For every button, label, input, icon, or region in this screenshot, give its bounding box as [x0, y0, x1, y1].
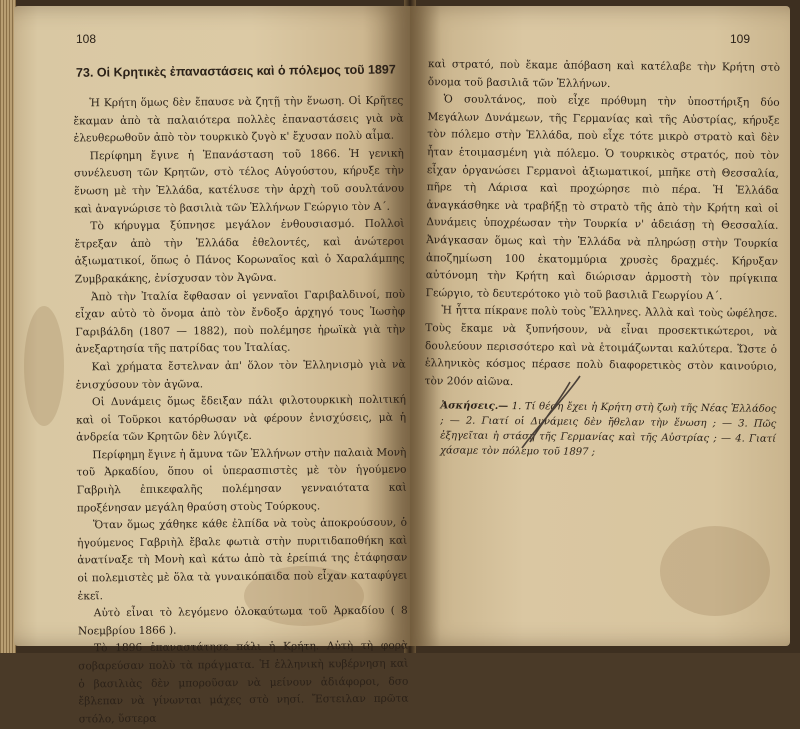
left-body-text [73, 93, 409, 729]
paragraph: Ἀπὸ τὴν Ἰταλία ἔφθασαν οἱ γενναῖοι Γαριβαλδινοί, ποὺ εἶχαν αὐτὸ τὸ ὄνομα ἀπὸ τὸν ἔνδοξο ἀρχηγό τους Ἰωσὴφ Γαριβάλδη (1807 — 1882), ποὺ πολέμησε ἡρωϊκὰ γιὰ τὴν ἀνεξαρτησία τῆς πατρίδας του Ἰταλίας. [75, 288, 406, 356]
paragraph: Περίφημη ἔγινε ἡ Ἐπανάσταση τοῦ 1866. Ἡ γενικὴ συνέλευση τῶν Κρητῶν, στὸ τέλος Αὐγούστου, κήρυξε τὴν ἕνωση μὲ τὴν Ἑλλάδα, κατέλυσε τὴν ἀρχὴ τοῦ σουλτάνου καὶ ἀναγνώρισε τὸ βασιλιὰ τῶν Ἑλλήνων Γεώργιο τὸν Α΄. [73, 147, 405, 216]
paragraph: Ὅταν ὅμως χάθηκε κάθε ἐλπίδα νὰ τοὺς ἀποκρούσουν, ὁ ἡγούμενος Γαβριὴλ ἔβαλε φωτιὰ στὴν πυριτιδαποθήκη καὶ ἀνατίναξε τὴ Μονὴ καὶ κάτω ἀπὸ τὰ ἐρείπιά της ἐτάφησαν οἱ πολεμιστὲς μὲ ὅλα τὰ γυναικόπαιδα ποὺ εἶχαν καταφύγει ἐκεῖ. [77, 516, 408, 603]
paragraph: Οἱ Δυνάμεις ὅμως ἔδειξαν πάλι φιλοτουρκικὴ πολιτική καὶ οἱ Τοῦρκοι κατόρθωσαν νὰ φέρουν ἐνισχύσεις, μὰ ἡ ἀνδρεία τῶν Κρητῶν δὲν λύγιζε. [76, 393, 407, 444]
paragraph: Αὐτὸ εἶναι τὸ λεγόμενο ὁλοκαύτωμα τοῦ Ἀρκαδίου ( 8 Νοεμβρίου 1866 ). [77, 604, 408, 638]
paragraph: Περίφημη ἔγινε ἡ ἄμυνα τῶν Ἑλλήνων στὴν παλαιὰ Μονὴ τοῦ Ἀρκαδίου, ὅπου οἱ ὑπερασπιστὲς μὲ τὸν ἡγούμενο Γαβριὴλ ἐπικεφαλῆς πολέμησαν γενναιότατα καὶ προξένησαν μεγάλη θραύση στοὺς Τούρκους. [76, 446, 407, 515]
exercises-text: 1. Τί θέση ἔχει ἡ Κρήτη στὴ ζωὴ τῆς Νέας Ἑλλάδος ; — 2. Γιατί οἱ Δυνάμεις δὲν ἤθελαν τὴν ἕνωση ; — 3. Πῶς ἐξηγεῖται ἡ στάση τῆς Γερμανίας καὶ τῆς Αὐστρίας ; — 4. Γιατί χάσαμε τὸν πόλεμο τοῦ 1897 ; [439, 401, 777, 459]
paper-stain [24, 306, 64, 426]
exercises-label: Ἀσκήσεις.— [440, 400, 509, 413]
paragraph: Τὸ κήρυγμα ξύπνησε μεγάλον ἐνθουσιασμό. Πολλοὶ ἔτρεξαν ἀπὸ τὴν Ἑλλάδα ἐθελοντές, καὶ ἀνώτεροι ἀξιωματικοί, ὅπως ὁ Πάνος Κορωναῖος καὶ ὁ Χαραλάμπης Ζυμβρακάκης, ἐνίσχυσαν τὸν Ἀγῶνα. [74, 217, 405, 286]
left-page [14, 6, 410, 726]
paragraph: Ἡ ἧττα πίκρανε πολὺ τοὺς Ἕλληνες. Ἀλλὰ καὶ τοὺς ὠφέλησε. Τοὺς ἔκαμε νὰ ξυπνήσουν, νὰ εἶναι προσεκτικώτεροι, νὰ δουλεύουν περισσότερο καὶ νὰ ἑτοιμάζωνται καλύτερα. Ὥστε ὁ ἑλληνικὸς κόσμος πέρασε πολὺ διαφορετικὸς στὸν καινούριο, τὸν 20όν αἰῶνα. [424, 304, 778, 388]
paragraph: Ὁ σουλτάνος, ποὺ εἶχε πρόθυμη τὴν ὑποστήριξη δύο Μεγάλων Δυνάμεων, τῆς Γερμανίας καὶ τῆς Αὐστρίας, κήρυξε τὸν πόλεμο στὴν Ἑλλάδα, ποὺ εἶχε τότε μικρὸ στρατὸ καὶ δὲν ἦταν ἑτοιμασμένη γιὰ πόλεμο. Ὁ τουρκικὸς στρατός, ποὺ τὸν εἶχαν ὀργανώσει Γερμανοὶ ἀξιωματικοί, μπῆκε στὴ Θεσσαλία, πῆρε τὴ Λάρισα καὶ προχώρησε πιὸ πέρα. Ἡ Ἑλλάδα ἀναγκάσθηκε νὰ τραβήξῃ τὸ στρατὸ τῆς ἀπὸ τὴν Κρήτη καὶ οἱ Δυνάμεις ὑποχρέωσαν τὴν Τουρκία ν' ἀδειάσῃ τὴ Θεσσαλία. Ἀνάγκασαν ὅμως καὶ τὴν Ἑλλάδα νὰ πληρώσῃ στὴν Τουρκία ἀποζημίωση 100 ἑκατομμύρια χρυσὲς δραχμές. Κήρυξαν αὐτόνομη τὴν Κρήτη καὶ διώρισαν ἁρμοστὴ τὸν πρίγκιπα Γεώργιο, τὸ δευτερότοκο γιὸ τοῦ βασιλιᾶ Γεωργίου Α΄. [425, 93, 780, 302]
right-page [410, 6, 790, 646]
pen-stroke-mark [510, 368, 600, 458]
paper-stain [660, 526, 770, 616]
page-number: 108 [76, 32, 97, 46]
right-body-text [424, 56, 780, 462]
paragraph: Καὶ χρήματα ἔστελναν ἀπ' ὅλον τὸν Ἑλληνισμὸ γιὰ νὰ ἐνισχύσουν τὸν ἀγῶνα. [75, 358, 406, 391]
page-number: 109 [729, 32, 750, 46]
exercises [424, 398, 777, 462]
section-title: 73. Οἱ Κρητικὲς ἐπαναστάσεις καὶ ὁ πόλεμος τοῦ 1897 [75, 62, 396, 80]
paragraph: καὶ στρατό, ποὺ ἔκαμε ἀπόβαση καὶ κατέλαβε τὴν Κρήτη στὸ ὄνομα τοῦ βασιλιᾶ τῶν Ἑλλήνων. [427, 58, 781, 90]
paragraph: Ἡ Κρήτη ὅμως δὲν ἔπαυσε νὰ ζητῇ τὴν ἕνωση. Οἱ Κρῆτες ἔκαμαν ἀπὸ τὰ παλαιότερα πολλὲς ἐπαναστάσεις γιὰ νὰ ἐλευθερωθοῦν ἀπὸ τὸν τουρκικὸ ζυγὸ κ' ἔχυσαν πολὺ αἷμα. [73, 94, 404, 145]
paragraph: Τὸ 1896 ἐπαναστάτησε πάλι ἡ Κρήτη. Αὐτὴ τὴ φορὰ σοβαρεύσαν πολὺ τὰ πράγματα. Ἡ ἑλληνικὴ κυβέρνηση καὶ ὁ βασιλιὰς δὲν μποροῦσαν νὰ μείνουν ἀδιάφοροι, δσο ἔβλεπαν νὰ γίνωνται μάχες στὸ νησί. Ἔστειλαν πρῶτα στόλο, ὕστερα [78, 639, 409, 726]
